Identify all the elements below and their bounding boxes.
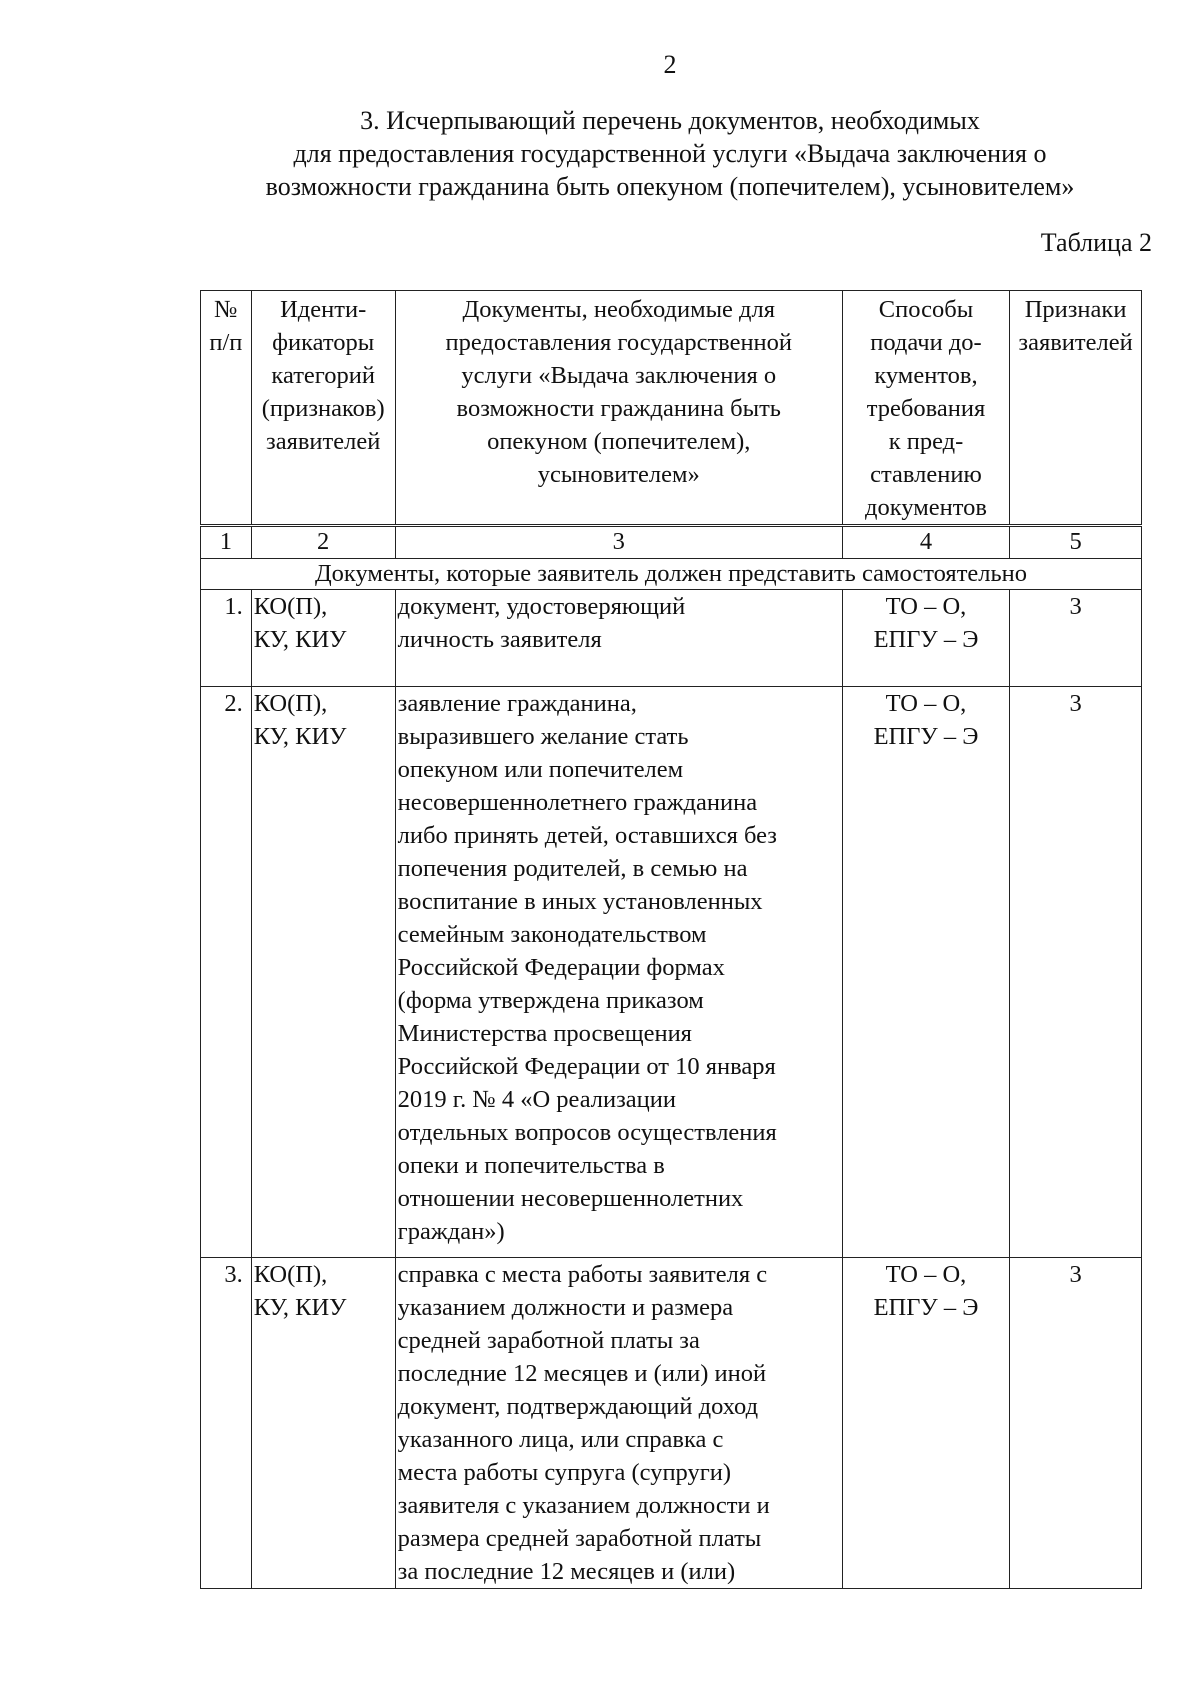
column-number: 2: [251, 526, 395, 559]
cell-line: ЕПГУ – Э: [873, 626, 979, 653]
header-documents: [395, 291, 842, 526]
cell-line: документ, удостоверяющий: [397, 593, 686, 620]
page-number: 2: [663, 50, 677, 79]
cell-line: заявителей: [266, 428, 381, 455]
cell-line: места работы супруга (супруги): [397, 1459, 732, 1486]
cell-line: ЕПГУ – Э: [873, 723, 979, 750]
section-title: Документы, которые заявитель должен представить самостоятельно: [201, 559, 1142, 590]
cell-line: Признаки: [1024, 296, 1127, 323]
row-document: [395, 687, 842, 1258]
cell-line: ставлению: [870, 461, 982, 488]
cell-line: КУ, КИУ: [253, 1294, 347, 1321]
column-number: 1: [201, 526, 252, 559]
table-row: [201, 590, 1142, 687]
row-number: 2.: [201, 687, 252, 1258]
column-number-row: [201, 526, 1142, 559]
cell-line: опеки и попечительства в: [397, 1152, 665, 1179]
cell-line: размера средней заработной платы: [397, 1525, 762, 1552]
cell-line: Документы, необходимые для: [462, 296, 775, 323]
cell-line: возможности гражданина быть: [456, 395, 781, 422]
row-identifiers: [251, 1258, 395, 1589]
heading-line: 3. Исчерпывающий перечень документов, необходимых: [360, 106, 980, 135]
cell-line: фикаторы: [272, 329, 375, 356]
cell-line: попечения родителей, в семью на: [397, 855, 748, 882]
cell-line: ТО – О,: [885, 1261, 967, 1288]
cell-line: Российской Федерации от 10 января: [397, 1053, 776, 1080]
header-identifiers: [251, 291, 395, 526]
documents-table: [200, 290, 1142, 1589]
cell-line: несовершеннолетнего гражданина: [397, 789, 758, 816]
cell-line: категорий: [271, 362, 375, 389]
document-heading: [200, 104, 1140, 203]
cell-line: указанного лица, или справка с: [397, 1426, 724, 1453]
row-methods: [842, 687, 1009, 1258]
cell-line: заявление гражданина,: [397, 690, 637, 717]
cell-line: №: [214, 296, 238, 323]
cell-line: отношении несовершеннолетних: [397, 1185, 744, 1212]
heading-line: для предоставления государственной услуги «Выдача заключения о: [293, 139, 1047, 168]
row-sign: 3: [1010, 1258, 1142, 1589]
table-caption: Таблица 2: [1040, 228, 1152, 257]
cell-line: КО(П),: [253, 593, 328, 620]
cell-line: усыновителем»: [537, 461, 700, 488]
row-identifiers: [251, 590, 395, 687]
cell-line: либо принять детей, оставшихся без: [397, 822, 777, 849]
cell-line: к пред-: [888, 428, 964, 455]
cell-line: воспитание в иных установленных: [397, 888, 763, 915]
cell-line: семейным законодательством: [397, 921, 707, 948]
cell-line: средней заработной платы за: [397, 1327, 700, 1354]
cell-line: заявителей: [1018, 329, 1133, 356]
cell-line: отдельных вопросов осуществления: [397, 1119, 777, 1146]
cell-line: КУ, КИУ: [253, 626, 347, 653]
cell-line: (форма утверждена приказом: [397, 987, 704, 1014]
cell-line: ТО – О,: [885, 690, 967, 717]
cell-line: КУ, КИУ: [253, 723, 347, 750]
cell-line: справка с места работы заявителя с: [397, 1261, 768, 1288]
cell-line: (признаков): [261, 395, 385, 422]
cell-line: предоставления государственной: [445, 329, 793, 356]
cell-line: документов: [865, 494, 987, 521]
header-signs: [1010, 291, 1142, 526]
cell-line: заявителя с указанием должности и: [397, 1492, 770, 1519]
cell-line: Способы: [878, 296, 974, 323]
cell-line: кументов,: [874, 362, 978, 389]
column-number: 3: [395, 526, 842, 559]
row-methods: [842, 590, 1009, 687]
section-row: [201, 559, 1142, 590]
cell-line: требования: [866, 395, 986, 422]
row-sign: 3: [1010, 590, 1142, 687]
heading-line: возможности гражданина быть опекуном (попечителем), усыновителем»: [265, 172, 1075, 201]
row-sign: 3: [1010, 687, 1142, 1258]
cell-line: опекуном (попечителем),: [487, 428, 751, 455]
table-header-row: [201, 291, 1142, 526]
header-methods: [842, 291, 1009, 526]
cell-line: личность заявителя: [397, 626, 602, 653]
cell-line: граждан»): [397, 1218, 505, 1245]
cell-line: 2019 г. № 4 «О реализации: [397, 1086, 677, 1113]
cell-line: Иденти-: [280, 296, 367, 323]
cell-line: ТО – О,: [885, 593, 967, 620]
cell-line: последние 12 месяцев и (или) иной: [397, 1360, 767, 1387]
cell-line: п/п: [209, 329, 243, 356]
cell-line: Российской Федерации формах: [397, 954, 725, 981]
cell-line: за последние 12 месяцев и (или): [397, 1558, 736, 1585]
row-identifiers: [251, 687, 395, 1258]
column-number: 4: [842, 526, 1009, 559]
row-number: 1.: [201, 590, 252, 687]
table-row: [201, 1258, 1142, 1589]
cell-line: документ, подтверждающий доход: [397, 1393, 759, 1420]
cell-line: указанием должности и размера: [397, 1294, 734, 1321]
cell-line: КО(П),: [253, 1261, 328, 1288]
column-number: 5: [1010, 526, 1142, 559]
cell-line: подачи до-: [870, 329, 982, 356]
row-methods: [842, 1258, 1009, 1589]
cell-line: Министерства просвещения: [397, 1020, 692, 1047]
row-number: 3.: [201, 1258, 252, 1589]
cell-line: ЕПГУ – Э: [873, 1294, 979, 1321]
cell-line: КО(П),: [253, 690, 328, 717]
row-document: [395, 590, 842, 687]
cell-line: опекуном или попечителем: [397, 756, 684, 783]
cell-line: услуги «Выдача заключения о: [461, 362, 777, 389]
table-row: [201, 687, 1142, 1258]
row-document: [395, 1258, 842, 1589]
cell-line: выразившего желание стать: [397, 723, 689, 750]
header-number: [201, 291, 252, 526]
